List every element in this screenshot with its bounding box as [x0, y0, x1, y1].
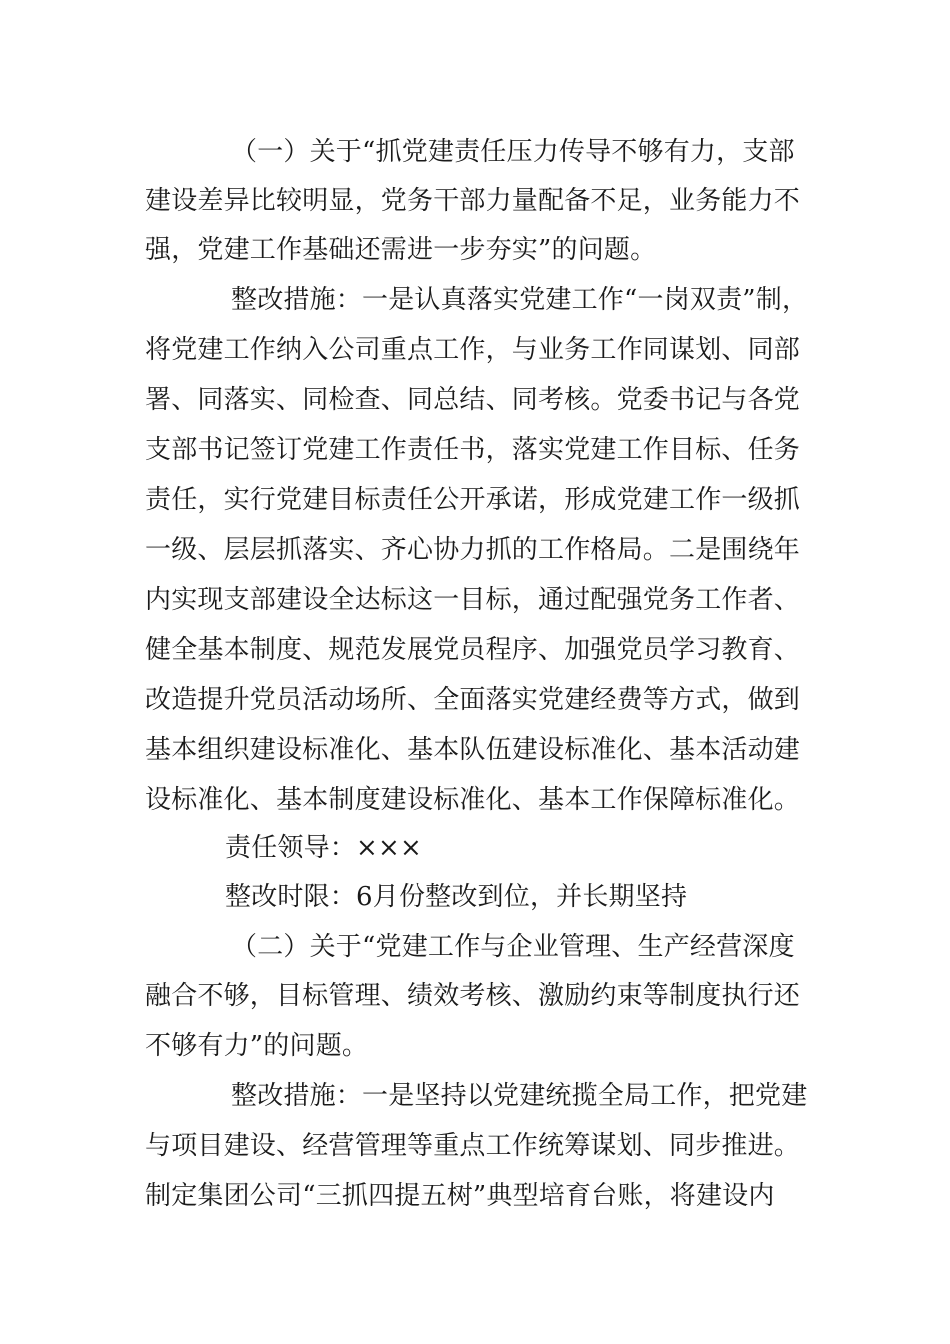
section-1-measures-line-6: 一级、层层抓落实、齐心协力抓的工作格局。二是围绕年	[145, 535, 801, 565]
section-1-measures-line-1: 整改措施：一是认真落实党建工作“一岗双责”制，	[231, 285, 809, 315]
section-2-heading-line-3: 不够有力”的问题。	[145, 1031, 369, 1061]
section-2-measures-line-3: 制定集团公司“三抓四提五树”典型培育台账，将建设内	[145, 1181, 775, 1211]
section-2-heading-line-2: 融合不够，目标管理、绩效考核、激励约束等制度执行还	[145, 981, 801, 1011]
section-2-measures-line-1: 整改措施：一是坚持以党建统揽全局工作，把党建	[231, 1081, 808, 1111]
section-1-measures-line-3: 署、同落实、同检查、同总结、同考核。党委书记与各党	[145, 385, 801, 415]
section-1-measures-line-5: 责任，实行党建目标责任公开承诺，形成党建工作一级抓	[145, 485, 801, 515]
section-1-deadline: 整改时限：6月份整改到位，并长期坚持	[225, 882, 688, 912]
section-2-heading-line-1: （二）关于“党建工作与企业管理、生产经营深度	[231, 932, 795, 962]
section-1-responsible-leader: 责任领导：×××	[225, 833, 422, 863]
section-1-heading-line-3: 强，党建工作基础还需进一步夯实”的问题。	[145, 235, 657, 265]
section-1-measures-line-11: 设标准化、基本制度建设标准化、基本工作保障标准化。	[145, 785, 801, 815]
section-1-measures-line-7: 内实现支部建设全达标这一目标，通过配强党务工作者、	[145, 585, 801, 615]
section-1-measures-line-9: 改造提升党员活动场所、全面落实党建经费等方式，做到	[145, 685, 801, 715]
section-2-measures-line-2: 与项目建设、经营管理等重点工作统筹谋划、同步推进。	[145, 1131, 801, 1161]
section-1-heading-line-1: （一）关于“抓党建责任压力传导不够有力，支部	[231, 137, 795, 167]
section-1-heading-line-2: 建设差异比较明显，党务干部力量配备不足，业务能力不	[145, 186, 801, 216]
section-1-measures-line-4: 支部书记签订党建工作责任书，落实党建工作目标、任务	[145, 435, 801, 465]
section-1-measures-line-8: 健全基本制度、规范发展党员程序、加强党员学习教育、	[145, 635, 801, 665]
section-1-measures-line-10: 基本组织建设标准化、基本队伍建设标准化、基本活动建	[145, 735, 801, 765]
section-1-measures-line-2: 将党建工作纳入公司重点工作，与业务工作同谋划、同部	[145, 335, 801, 365]
